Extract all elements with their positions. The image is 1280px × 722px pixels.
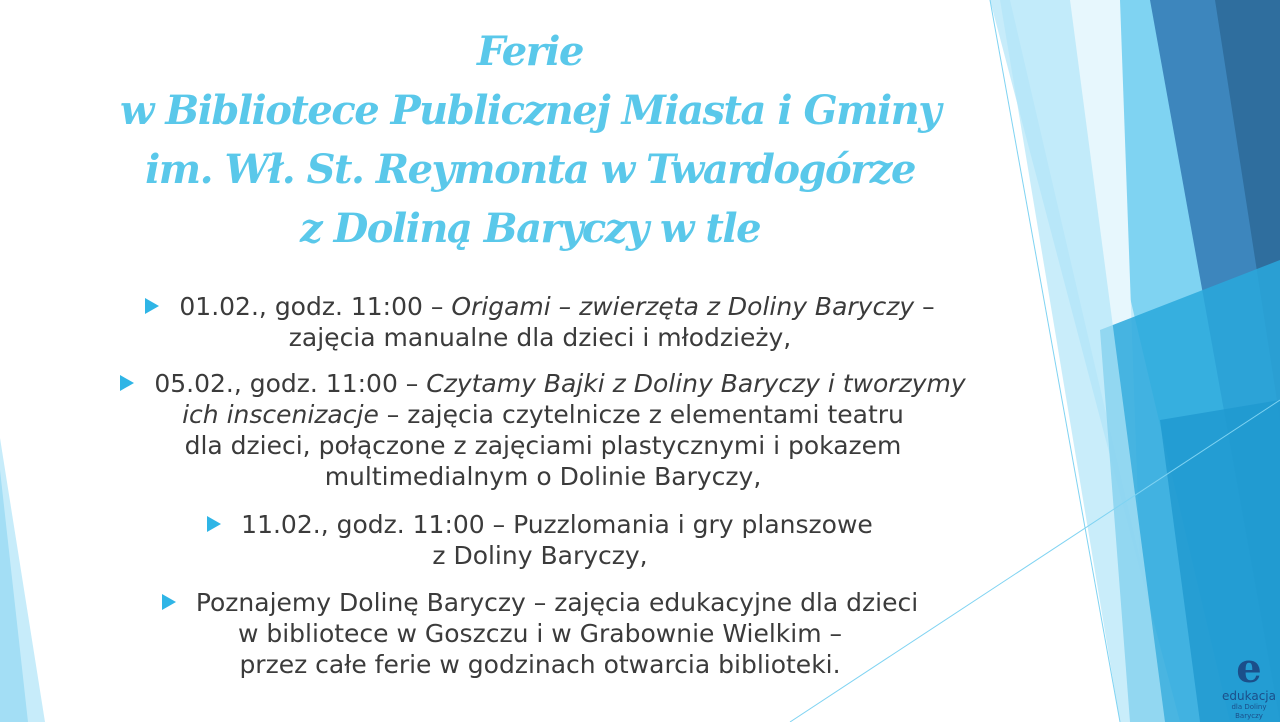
event-4-line-3: przez całe ferie w godzinach otwarcia biblioteki. bbox=[239, 650, 841, 679]
event-4-line-2: w bibliotece w Goszczu i w Grabownie Wielkim – bbox=[237, 619, 843, 648]
event-item-4 bbox=[120, 587, 960, 680]
event-item-2 bbox=[88, 368, 998, 492]
page-title bbox=[80, 22, 980, 258]
event-2-line-4: multimedialnym o Dolinie Baryczy, bbox=[324, 462, 762, 491]
title-line-1: Ferie bbox=[477, 28, 583, 75]
title-line-2: w Bibliotece Publicznej Miasta i Gminy bbox=[120, 87, 940, 134]
event-3-line-1: 11.02., godz. 11:00 – Puzzlomania i gry planszowe bbox=[160, 509, 920, 540]
title-line-4: z Doliną Baryczy w tle bbox=[299, 205, 761, 252]
bullet-arrow-icon bbox=[162, 594, 176, 610]
event-1-line-1: 01.02., godz. 11:00 – Origami – zwierzęta z Doliny Baryczy – bbox=[120, 291, 960, 322]
bullet-arrow-icon bbox=[207, 516, 221, 532]
event-item-3 bbox=[160, 509, 920, 571]
logo-mark: e bbox=[1236, 645, 1262, 692]
event-2-line-3: dla dzieci, połączone z zajęciami plastycznymi i pokazem bbox=[184, 431, 902, 460]
logo-word: edukacja bbox=[1222, 689, 1276, 703]
event-1-line-2: zajęcia manualne dla dzieci i młodzieży, bbox=[288, 323, 792, 352]
event-3-line-2: z Doliny Baryczy, bbox=[432, 541, 648, 570]
event-item-1 bbox=[120, 291, 960, 353]
bullet-arrow-icon bbox=[120, 375, 134, 391]
logo-subtitle: dla Doliny Baryczy bbox=[1231, 703, 1267, 720]
event-4-line-1: Poznajemy Dolinę Baryczy – zajęcia edukacyjne dla dzieci bbox=[120, 587, 960, 618]
event-2-line-1: 05.02., godz. 11:00 – Czytamy Bajki z Doliny Baryczy i tworzymy bbox=[88, 368, 998, 399]
bullet-arrow-icon bbox=[145, 298, 159, 314]
title-line-3: im. Wł. St. Reymonta w Twardogórze bbox=[145, 146, 915, 193]
event-2-line-2: ich inscenizacje – zajęcia czytelnicze z elementami teatru bbox=[182, 400, 904, 429]
edukacja-logo-icon bbox=[1218, 645, 1280, 722]
